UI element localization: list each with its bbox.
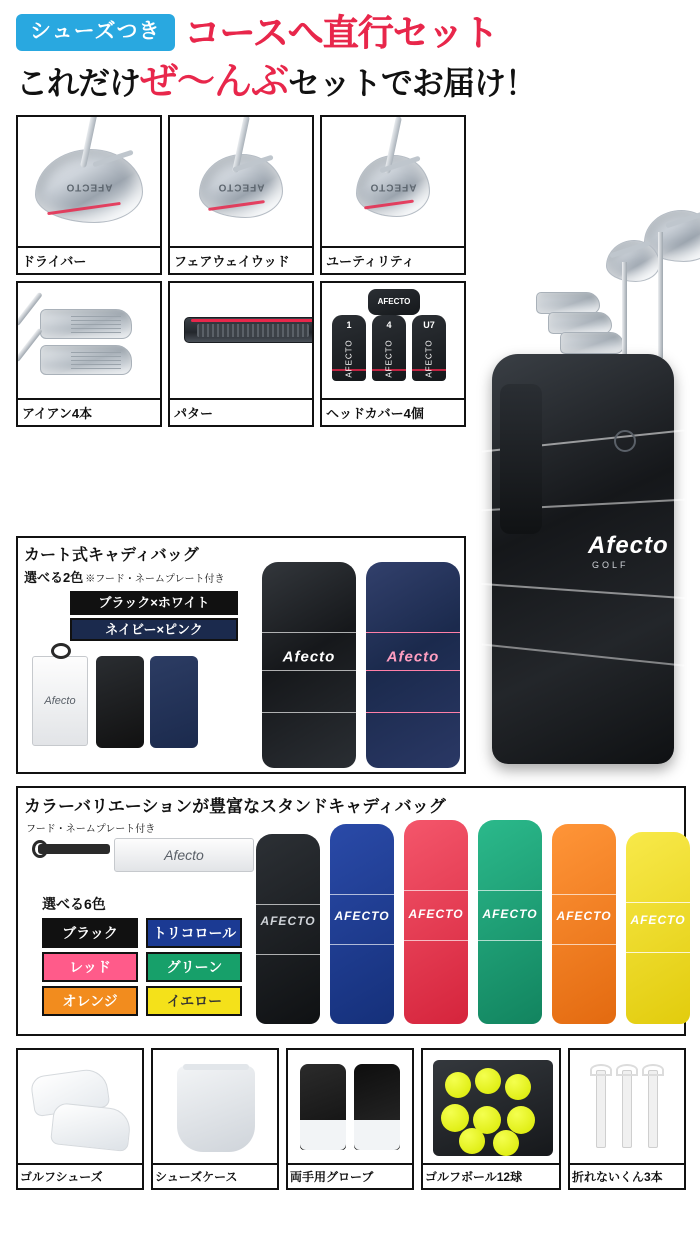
subtitle-part-1: これだけ — [16, 65, 141, 101]
item-card-utility — [320, 115, 466, 275]
stand-bag-title: カラーバリエーションが豊富なスタンドキャディバッグ — [24, 797, 446, 816]
head-cover-icon: 1 AFECTO 4 AFECTO U7 AFECTO AFECTO — [322, 283, 464, 425]
strap-decoration — [38, 844, 110, 854]
item-card-head-covers — [320, 281, 466, 427]
bag-ring — [614, 430, 636, 452]
cart-caddy-bag-panel — [16, 536, 466, 774]
item-card-driver — [16, 115, 162, 275]
cart-bag-choose-label: 選べる2色 — [24, 570, 84, 585]
hero-caddy-bag — [478, 176, 686, 776]
color-option-tricolore[interactable]: トリコロール — [146, 918, 242, 948]
stand-name-plate-text: Afecto — [164, 847, 204, 863]
name-plate — [32, 656, 88, 746]
stand-bag-logo: AFECTO — [556, 909, 612, 923]
item-card-golf-shoes — [16, 1048, 144, 1190]
stand-bag-black[interactable] — [256, 834, 320, 1024]
strap-ring-icon — [32, 840, 48, 858]
stand-color-options — [40, 916, 252, 1018]
hero-bag-body — [492, 354, 674, 764]
head-cover-number: U7 — [423, 320, 435, 330]
stand-name-plate — [114, 838, 254, 872]
stand-bag-tricolore[interactable] — [330, 824, 394, 1024]
item-caption: 折れないくん3本 — [570, 1163, 684, 1188]
header-subtitle — [16, 63, 684, 101]
hood-swatch-navy — [150, 656, 198, 748]
cart-bag-logo: Afecto — [282, 648, 336, 666]
color-option-green[interactable]: グリーン — [146, 952, 242, 982]
driver-club-icon: AFECTO — [18, 117, 160, 273]
head-cover-brand: AFECTO — [344, 339, 354, 378]
shoes-included-badge: シューズつき — [16, 14, 175, 51]
stand-bag-green[interactable] — [478, 820, 542, 1024]
stand-bag-logo: AFECTO — [482, 906, 538, 921]
accessory-grid — [16, 1048, 686, 1190]
color-option-black-white[interactable]: ブラック×ホワイト — [70, 591, 238, 615]
head-cover-number: 4 — [386, 320, 392, 330]
head-cover-brand: AFECTO — [424, 339, 434, 378]
stand-bag-red[interactable] — [404, 820, 468, 1024]
item-card-putter — [168, 281, 314, 427]
item-card-fairway-wood — [168, 115, 314, 275]
cart-bag-color-options — [70, 588, 238, 644]
item-card-irons — [16, 281, 162, 427]
stand-bag-logo: AFECTO — [408, 906, 464, 921]
item-caption: ユーティリティ — [322, 246, 464, 273]
item-caption: シューズケース — [153, 1163, 277, 1188]
color-option-navy-pink[interactable]: ネイビー×ピンク — [70, 618, 238, 642]
cart-bag-black — [262, 562, 356, 768]
subtitle-highlight: ぜ～んぶ — [140, 61, 289, 103]
header — [0, 0, 700, 101]
item-card-shoe-case — [151, 1048, 279, 1190]
stand-bag-logo: AFECTO — [260, 914, 316, 929]
hero-bag-logo: Afecto — [588, 532, 669, 559]
header-top-row — [16, 11, 684, 53]
color-option-red[interactable]: レッド — [42, 952, 138, 982]
item-caption: パター — [170, 398, 312, 425]
item-caption: ドライバー — [18, 246, 160, 273]
item-caption: フェアウェイウッド — [170, 246, 312, 273]
page-title: コースへ直行セット — [184, 11, 498, 53]
stand-bag-yellow[interactable] — [626, 832, 690, 1024]
stand-bag-logo: AFECTO — [334, 909, 390, 923]
cart-bag-title: カート式キャディバッグ — [24, 547, 199, 564]
item-caption: 両手用グローブ — [288, 1163, 412, 1188]
stand-bag-note: フード・ネームプレート付き — [26, 824, 156, 835]
color-option-orange[interactable]: オレンジ — [42, 986, 138, 1016]
head-cover-number: 1 — [346, 320, 352, 330]
item-card-golf-balls — [421, 1048, 561, 1190]
cart-bag-logo: Afecto — [386, 648, 440, 666]
utility-club-icon: AFECTO — [322, 117, 464, 273]
item-caption: アイアン4本 — [18, 398, 160, 425]
subtitle-part-2: セットでお届け！ — [288, 65, 537, 101]
fairway-wood-icon: AFECTO — [170, 117, 312, 273]
clubs-in-bag — [526, 176, 676, 356]
head-cover-brand: AFECTO — [384, 339, 394, 378]
hero-bag-sublogo: GOLF — [592, 560, 629, 570]
item-caption: ゴルフシューズ — [18, 1163, 142, 1188]
item-card-gloves — [286, 1048, 414, 1190]
stand-bag-orange[interactable] — [552, 824, 616, 1024]
item-caption: ゴルフボール12球 — [423, 1163, 559, 1188]
stand-bag-logo: AFECTO — [630, 913, 686, 928]
stand-choose-label: 選べる6色 — [42, 896, 106, 912]
color-option-black[interactable]: ブラック — [42, 918, 138, 948]
stand-bag-lineup — [256, 810, 684, 1032]
hood-swatch-black — [96, 656, 144, 748]
color-option-yellow[interactable]: イエロー — [146, 986, 242, 1016]
cart-bag-note: ※フード・ネームプレート付き — [85, 574, 225, 585]
bag-strap — [500, 384, 542, 534]
item-caption: ヘッドカバー4個 — [322, 398, 464, 425]
name-plate-text: Afecto — [44, 695, 76, 707]
item-card-tees — [568, 1048, 686, 1190]
cart-bag-navy-pink — [366, 562, 460, 768]
stand-caddy-bag-panel — [16, 786, 686, 1036]
